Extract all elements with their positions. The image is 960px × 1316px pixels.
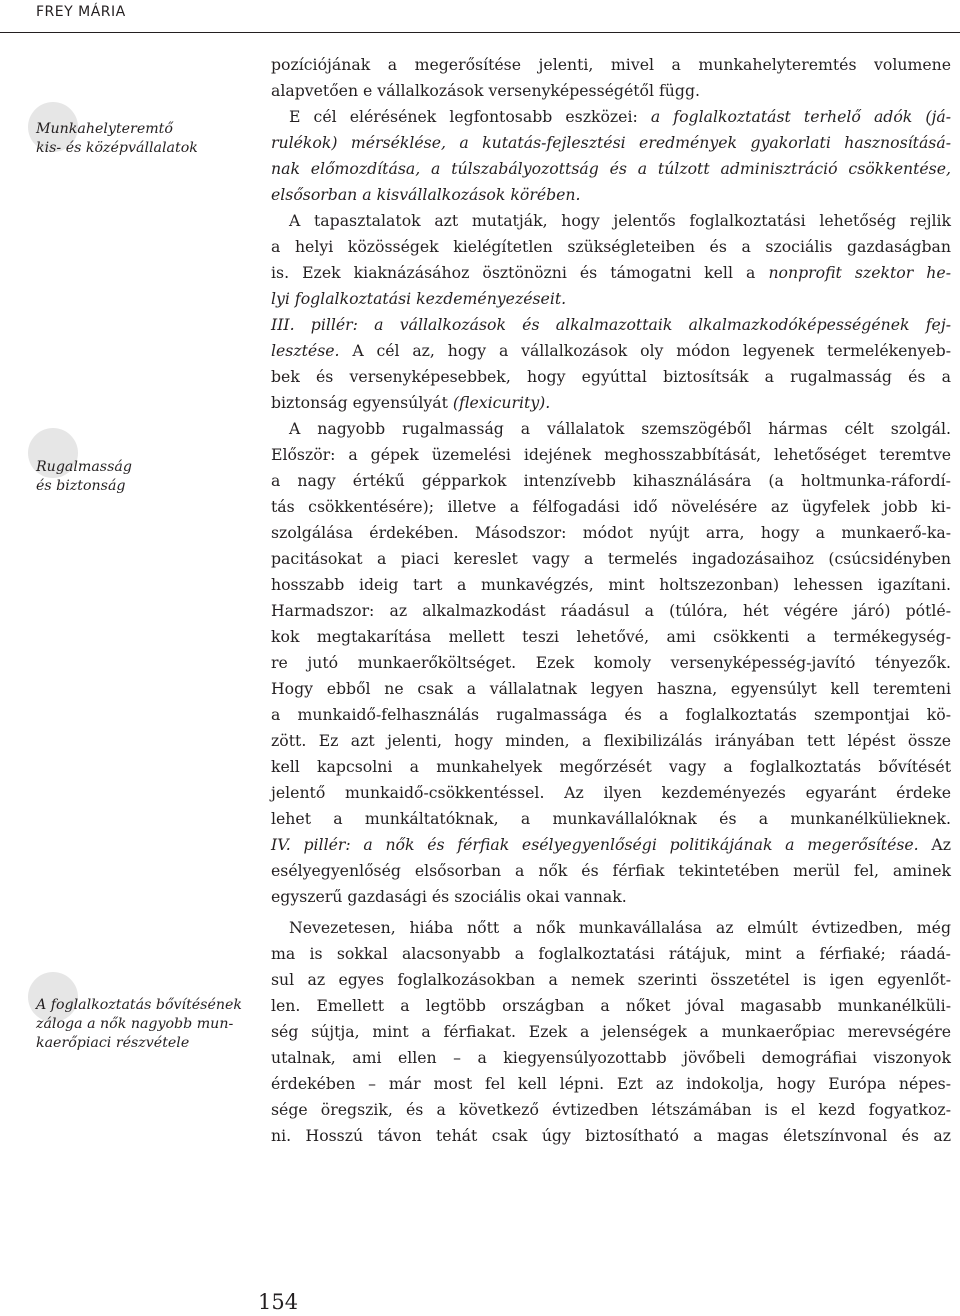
text-run: hosszabb ideig tart a munkavégzés, mint holtszezonban) lehessen igazítani. [271, 575, 951, 594]
text-run: a helyi közösségek kielégítetlen szükségleteiben és a szociális gazdaságban [271, 237, 951, 256]
body-line [271, 1045, 951, 1071]
body-line [271, 915, 951, 941]
header-rule [0, 32, 960, 33]
body-line [271, 260, 951, 286]
text-run: utalnak, ami ellen – a kiegyensúlyozottabb jövőbeli demográfiai viszonyok [271, 1048, 951, 1067]
body-line [271, 1123, 951, 1149]
body-line [271, 650, 951, 676]
text-run: sége öregszik, és a következő évtizedben létszámában is el kezd fogyatkoz- [271, 1100, 951, 1119]
text-run: a munkaidő-felhasználás rugalmassága és a foglalkoztatás szempontjai kö- [271, 705, 951, 724]
body-line [271, 858, 951, 884]
body-line [271, 1071, 951, 1097]
body-line [271, 884, 951, 910]
italic-text-run: rulékok) mérséklése, a kutatás-fejlesztési eredmények gyakorlati hasznosításá- [271, 133, 951, 152]
body-line [271, 546, 951, 572]
margin-note-line: és biztonság [36, 478, 126, 494]
body-line [271, 941, 951, 967]
text-run: len. Emellett a legtöbb országban a nőket jóval magasabb munkanélküli- [271, 996, 951, 1015]
text-run: egyszerű gazdasági és szociális okai vannak. [271, 887, 627, 906]
italic-text-run: elsősorban a kisvállalkozások körében. [271, 185, 581, 204]
margin-note-line: záloga a nők nagyobb mun- [36, 1016, 234, 1032]
text-run: Nevezetesen, hiába nőtt a nők munkavállalása az elmúlt évtizedben, még [289, 918, 951, 937]
body-line [271, 130, 951, 156]
text-run: ma is sokkal alacsonyabb a foglalkoztatási rátájuk, mint a férfiaké; ráadá- [271, 944, 951, 963]
text-run: is. Ezek kiaknázásához ösztönözni és támogatni kell a [271, 263, 769, 282]
body-line [271, 156, 951, 182]
body-line [271, 598, 951, 624]
margin-note-line: Rugalmasság [36, 459, 132, 475]
text-run: alapvetően e vállalkozások versenyképességétől függ. [271, 81, 700, 100]
body-line [271, 832, 951, 858]
body-line [271, 993, 951, 1019]
body-line [271, 806, 951, 832]
italic-text-run: nonprofit szektor he- [768, 263, 951, 282]
italic-text-run: nak előmozdítása, a túlszabályozottság és a túlzott adminisztráció csökkentése, [271, 159, 951, 178]
margin-note-line: A foglalkoztatás bővítésének [36, 997, 242, 1013]
text-run: Hogy ebből ne csak a vállalatnak legyen haszna, egyensúlyt kell teremteni [271, 679, 951, 698]
text-run: zött. Ez azt jelenti, hogy minden, a flexibilizálás irányában tett lépést össze [271, 731, 951, 750]
body-line [271, 364, 951, 390]
body-line [271, 442, 951, 468]
body-line [271, 702, 951, 728]
text-run: E cél elérésének legfontosabb eszközei: [289, 107, 651, 126]
text-run: A cél az, hogy a vállalkozások oly módon legyenek termelékenyeb- [339, 341, 951, 360]
margin-note-flexibility [36, 458, 236, 496]
text-run: pozíciójának a megerősítése jelenti, mivel a munkahelyteremtés volumene [271, 55, 951, 74]
body-line [271, 967, 951, 993]
body-line [271, 1019, 951, 1045]
body-line [271, 572, 951, 598]
body-line [271, 520, 951, 546]
text-run: A tapasztalatok azt mutatják, hogy jelentős foglalkoztatási lehetőség rejlik [289, 211, 951, 230]
text-run: ség sújtja, mint a férfiakat. Ezek a jelenségek a munkaerőpiac merevségére [271, 1022, 951, 1041]
page-number: 154 [258, 1290, 299, 1314]
body-line [271, 754, 951, 780]
text-run: tás csökkentésére); illetve a félfogadási idő növelésére az ügyfelek jobb ki- [271, 497, 951, 516]
text-run: jelentő munkaidő-csökkentéssel. Az ilyen kezdeményezés egyaránt érdeke [271, 783, 951, 802]
body-text [271, 52, 951, 1149]
running-header-author: FREY MÁRIA [36, 4, 126, 20]
text-run: kok megtakarítása mellett teszi lehetővé, ami csökkenti a termékegység- [271, 627, 951, 646]
margin-note-line: kaerőpiaci részvétele [36, 1035, 190, 1051]
text-run: kell kapcsolni a munkahelyek megőrzését vagy a foglalkoztatás bővítését [271, 757, 951, 776]
text-run: érdekében – már most fel kell lépni. Ezt az indokolja, hogy Európa népes- [271, 1074, 951, 1093]
body-line [271, 234, 951, 260]
body-line [271, 1097, 951, 1123]
margin-note-line: kis- és középvállalatok [36, 140, 198, 156]
italic-text-run: lesztése. [271, 341, 340, 360]
text-run: Először: a gépek üzemelési idejének meghosszabbítását, lehetőséget teremtve [271, 445, 951, 464]
italic-text-run: a foglalkoztatást terhelő adók (já- [650, 107, 951, 126]
text-run: a nagy értékű gépparkok intenzívebb kihasználására (a holtmunka-ráfordí- [271, 471, 951, 490]
text-run: bek és versenyképesebbek, hogy egyúttal biztosítsák a rugalmasság és a [271, 367, 951, 386]
body-line [271, 494, 951, 520]
body-line [271, 416, 951, 442]
body-line [271, 286, 951, 312]
body-line [271, 390, 951, 416]
margin-note-line: Munkahelyteremtő [36, 121, 173, 137]
text-run: Az [918, 835, 951, 854]
body-line [271, 182, 951, 208]
text-run: Harmadszor: az alkalmazkodást ráadásul a (túlóra, hét végére járó) pótlé- [271, 601, 951, 620]
italic-text-run: IV. pillér: a nők és férfiak esélyegyenlőségi politikájának a megerősítése. [271, 835, 919, 854]
italic-text-run: (flexicurity). [452, 393, 551, 412]
text-run: ni. Hosszú távon tehát csak úgy biztosítható a magas életszínvonal és az [271, 1126, 951, 1145]
body-line [271, 728, 951, 754]
body-line [271, 312, 951, 338]
text-run: A nagyobb rugalmasság a vállalatok szemszögéből hármas célt szolgál. [289, 419, 951, 438]
body-line [271, 338, 951, 364]
body-line [271, 52, 951, 78]
text-run: pacitásokat a piaci kereslet vagy a termelés ingadozásaihoz (csúcsidényben [271, 549, 951, 568]
text-run: biztonság egyensúlyát [271, 393, 453, 412]
body-line [271, 104, 951, 130]
text-run: esélyegyenlőség elsősorban a nők és férfiak tekintetében merül fel, aminek [271, 861, 951, 880]
italic-text-run: lyi foglalkoztatási kezdeményezéseit. [271, 289, 567, 308]
margin-note-job-creation [36, 120, 236, 158]
text-run: lehet a munkáltatóknak, a munkavállalóknak és a munkanélkülieknek. [271, 809, 951, 828]
body-line [271, 208, 951, 234]
text-run: szolgálása érdekében. Másodszor: módot nyújt arra, hogy a munkaerő-ka- [271, 523, 951, 542]
body-line [271, 468, 951, 494]
text-run: sul az egyes foglalkozásokban a nemek szerinti összetétel is igen egyenlőt- [271, 970, 951, 989]
margin-note-womens-participation [36, 996, 242, 1053]
text-run: re jutó munkaerőköltséget. Ezek komoly versenyképesség-javító tényezők. [271, 653, 951, 672]
italic-text-run: III. pillér: a vállalkozások és alkalmazottaik alkalmazkodóképességének fej- [271, 315, 951, 334]
body-line [271, 624, 951, 650]
body-line [271, 78, 951, 104]
body-line [271, 676, 951, 702]
body-line [271, 780, 951, 806]
